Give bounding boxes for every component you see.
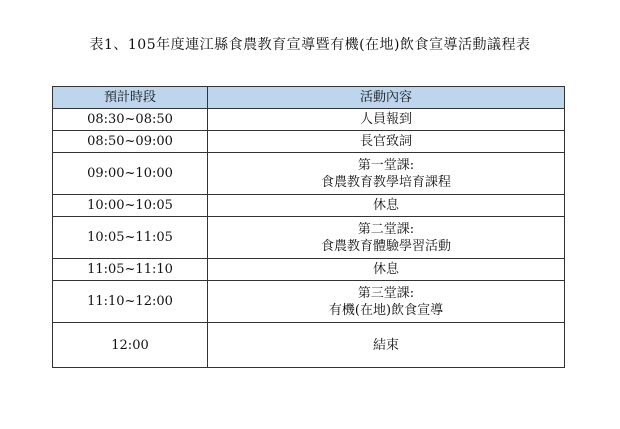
time-cell: 08:30~08:50 <box>53 109 208 131</box>
activity-line: 休息 <box>372 262 399 277</box>
activity-cell <box>208 153 565 195</box>
time-cell: 12:00 <box>53 323 208 368</box>
table-row <box>53 153 565 195</box>
header-time: 預計時段 <box>53 87 208 109</box>
table-row <box>53 131 565 153</box>
activity-cell <box>208 131 565 153</box>
agenda-table <box>52 86 565 368</box>
header-activity: 活動內容 <box>208 87 565 109</box>
activity-cell <box>208 217 565 259</box>
time-cell: 11:05~11:10 <box>53 259 208 281</box>
time-cell: 09:00~10:00 <box>53 153 208 195</box>
time-cell: 10:05~11:05 <box>53 217 208 259</box>
activity-cell <box>208 109 565 131</box>
activity-line: 食農教育教學培育課程 <box>320 174 451 190</box>
activity-line: 結束 <box>372 337 399 353</box>
activity-line: 有機(在地)飲食宣導 <box>328 302 444 318</box>
table-row <box>53 281 565 323</box>
time-cell: 10:00~10:05 <box>53 195 208 217</box>
activity-line: 人員報到 <box>359 112 412 127</box>
activity-line: 第二堂課: <box>357 221 415 237</box>
activity-line: 長官致詞 <box>359 134 412 149</box>
activity-line: 休息 <box>372 198 399 213</box>
time-cell: 08:50~09:00 <box>53 131 208 153</box>
table-row <box>53 259 565 281</box>
activity-line: 第一堂課: <box>357 157 415 173</box>
activity-cell <box>208 195 565 217</box>
table-header-row <box>53 87 565 109</box>
activity-cell <box>208 259 565 281</box>
table-row <box>53 195 565 217</box>
table-row <box>53 217 565 259</box>
activity-line: 第三堂課: <box>357 285 415 301</box>
activity-cell <box>208 323 565 368</box>
activity-cell <box>208 281 565 323</box>
time-cell: 11:10~12:00 <box>53 281 208 323</box>
table-row <box>53 109 565 131</box>
table-row <box>53 323 565 368</box>
activity-line: 食農教育體驗學習活動 <box>320 238 451 254</box>
document-title: 表1、105年度連江縣食農教育宣導暨有機(在地)飲食宣導活動議程表 <box>89 37 531 53</box>
